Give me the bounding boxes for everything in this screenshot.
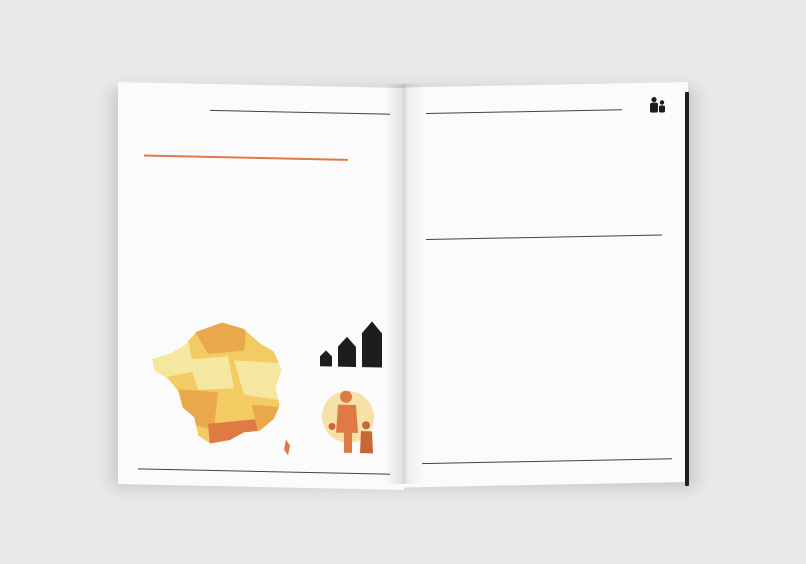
family-illustration (318, 386, 388, 457)
map-legend (134, 210, 204, 217)
page-edge (685, 92, 689, 486)
header-rule (210, 110, 390, 115)
house-bar-1975 (320, 350, 332, 366)
growth-title (316, 274, 374, 275)
corsica (284, 439, 290, 455)
title-underline (144, 155, 348, 161)
left-page (118, 82, 404, 490)
body-text-left (206, 186, 394, 190)
section-title-left (206, 176, 396, 180)
growth-box (118, 82, 404, 88)
house-bar-1999 (338, 337, 356, 367)
legend-title (134, 210, 204, 211)
house-bar-2018 (362, 321, 382, 367)
births-icon-chart (404, 82, 688, 487)
right-page (404, 82, 688, 487)
growth-house-bars (314, 302, 384, 377)
france-map (148, 319, 298, 472)
